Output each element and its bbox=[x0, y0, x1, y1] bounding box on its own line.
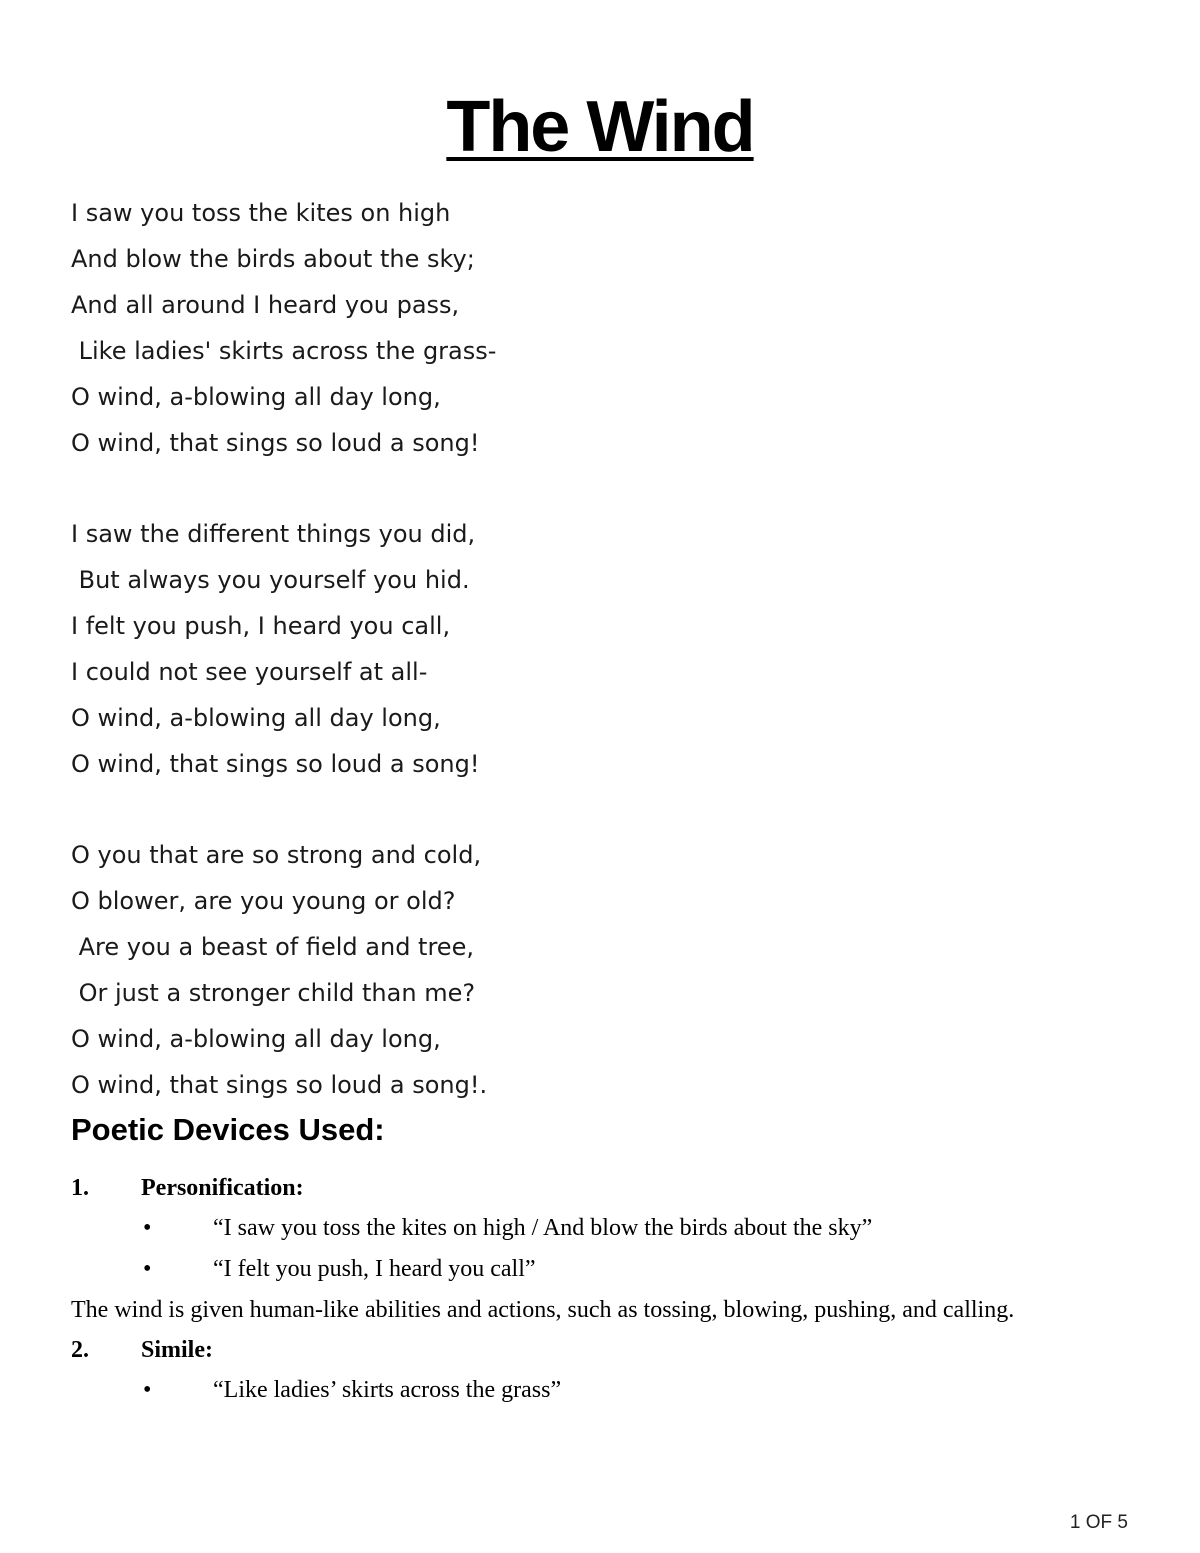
poem-line: O wind, a-blowing all day long, bbox=[71, 704, 441, 732]
poem-line: Like ladies' skirts across the grass- bbox=[71, 337, 497, 365]
poem-line: O wind, a-blowing all day long, bbox=[71, 1025, 441, 1053]
example-text: “I saw you toss the kites on high / And blow the birds about the sky” bbox=[213, 1215, 873, 1241]
poem-line: O wind, a-blowing all day long, bbox=[71, 383, 441, 411]
example-text: “Like ladies’ skirts across the grass” bbox=[213, 1377, 562, 1403]
poem-line: O wind, that sings so loud a song!. bbox=[71, 1071, 488, 1099]
poem-line: I felt you push, I heard you call, bbox=[71, 612, 451, 640]
example-bullet bbox=[71, 1370, 1091, 1411]
device-name: Simile: bbox=[141, 1337, 213, 1363]
item-number: 1. bbox=[71, 1175, 89, 1201]
poem-body bbox=[71, 190, 1071, 1153]
bullet-icon: • bbox=[143, 1256, 152, 1282]
device-explanation: The wind is given human-like abilities and actions, such as tossing, blowing, pushing, and calling. bbox=[71, 1297, 1015, 1323]
poem-line: Or just a stronger child than me? bbox=[71, 979, 476, 1007]
poem-line: O wind, that sings so loud a song! bbox=[71, 750, 480, 778]
example-text: “I felt you push, I heard you call” bbox=[213, 1256, 536, 1282]
device-item-personification bbox=[71, 1168, 1091, 1208]
bullet-icon: • bbox=[143, 1377, 152, 1403]
stanza-3 bbox=[71, 832, 1071, 1108]
device-item-simile bbox=[71, 1330, 1091, 1370]
poem-line: And all around I heard you pass, bbox=[71, 291, 460, 319]
poem-line: I saw the different things you did, bbox=[71, 520, 476, 548]
poem-line: Are you a beast of field and tree, bbox=[71, 933, 474, 961]
poem-line: I saw you toss the kites on high bbox=[71, 199, 451, 227]
poem-line: But always you yourself you hid. bbox=[71, 566, 470, 594]
poem-line: O wind, that sings so loud a song! bbox=[71, 429, 480, 457]
poem-title: The Wind bbox=[446, 87, 754, 167]
stanza-2 bbox=[71, 511, 1071, 787]
stanza-1 bbox=[71, 190, 1071, 466]
example-bullet bbox=[71, 1208, 1091, 1249]
item-number: 2. bbox=[71, 1337, 89, 1363]
poem-line: O blower, are you young or old? bbox=[71, 887, 456, 915]
poem-line: O you that are so strong and cold, bbox=[71, 841, 482, 869]
poem-line: And blow the birds about the sky; bbox=[71, 245, 475, 273]
bullet-icon: • bbox=[143, 1215, 152, 1241]
device-name: Personification: bbox=[141, 1175, 304, 1201]
devices-list bbox=[71, 1168, 1091, 1411]
poem-line: I could not see yourself at all- bbox=[71, 658, 428, 686]
page-number: 1 OF 5 bbox=[1069, 1512, 1128, 1533]
example-bullet bbox=[71, 1249, 1091, 1290]
devices-heading: Poetic Devices Used: bbox=[71, 1112, 385, 1147]
